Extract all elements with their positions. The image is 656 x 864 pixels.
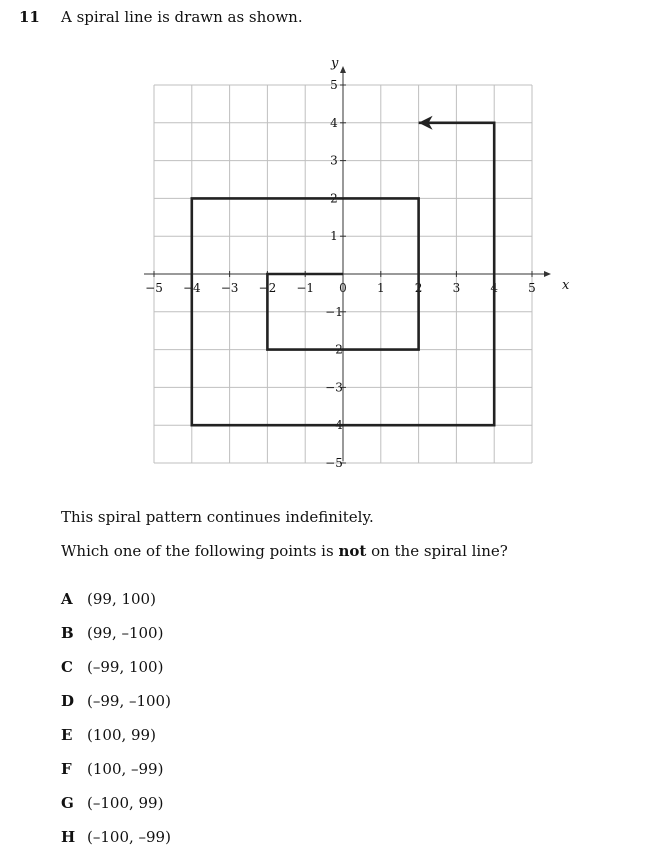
- x-tick-label: 1: [376, 281, 385, 295]
- x-tick-label: −5: [145, 281, 163, 295]
- ask-before: Which one of the following points is: [61, 542, 339, 560]
- x-tick-label: 2: [414, 281, 423, 295]
- option-text: (99, 100): [87, 590, 156, 608]
- y-axis-label: y: [331, 56, 339, 71]
- x-axis-label: x: [562, 278, 570, 293]
- y-tick-label: −1: [325, 304, 343, 319]
- option-letter: A: [61, 590, 73, 608]
- y-tick-label: 1: [330, 229, 338, 244]
- option-text: (100, 99): [87, 726, 156, 744]
- pattern-statement: This spiral pattern continues indefinitely.: [61, 508, 374, 526]
- x-axis-arrow: [544, 271, 551, 277]
- x-tick-label: 5: [528, 281, 536, 295]
- y-tick-label: 2: [330, 191, 338, 206]
- y-tick-label: −3: [325, 380, 343, 395]
- option-letter: D: [61, 692, 75, 710]
- ask-after: on the spiral line?: [366, 542, 508, 560]
- y-tick-label: −5: [325, 456, 343, 470]
- option-letter: F: [61, 760, 72, 778]
- option-c[interactable]: [61, 658, 163, 676]
- option-h[interactable]: [61, 828, 171, 846]
- question-number: 11: [19, 8, 40, 26]
- x-tick-label: 4: [490, 281, 499, 295]
- x-tick-label: −2: [258, 281, 277, 295]
- question-prompt: A spiral line is drawn as shown.: [61, 8, 303, 26]
- option-b[interactable]: [61, 624, 163, 642]
- option-text: (–99, –100): [87, 692, 171, 710]
- axes: [144, 66, 551, 463]
- y-tick-label: 3: [330, 153, 338, 168]
- option-text: (–99, 100): [87, 658, 164, 676]
- x-tick-label: −3: [220, 281, 239, 295]
- option-g[interactable]: [61, 794, 163, 812]
- option-letter: E: [61, 726, 73, 744]
- option-e[interactable]: [61, 726, 156, 744]
- option-a[interactable]: [61, 590, 156, 608]
- option-d[interactable]: [61, 692, 171, 710]
- x-tick-label: 0: [339, 281, 347, 295]
- x-tick-label: −4: [182, 281, 201, 295]
- option-letter: C: [61, 658, 73, 676]
- tick-labels: [145, 56, 570, 470]
- y-tick-label: 5: [330, 78, 338, 92]
- y-tick-label: −2: [325, 342, 343, 357]
- ask-bold: not: [338, 542, 367, 560]
- option-letter: B: [61, 624, 74, 642]
- option-text: (100, –99): [87, 760, 164, 778]
- y-tick-label: −4: [325, 418, 343, 433]
- question-ask: [61, 542, 508, 560]
- x-tick-label: 3: [452, 281, 461, 295]
- option-letter: H: [61, 828, 76, 846]
- option-letter: G: [61, 794, 74, 812]
- y-tick-label: 4: [330, 115, 338, 130]
- x-tick-label: −1: [296, 281, 315, 295]
- option-text: (99, –100): [87, 624, 164, 642]
- option-text: (–100, 99): [87, 794, 164, 812]
- y-axis-arrow: [340, 66, 346, 73]
- option-f[interactable]: [61, 760, 163, 778]
- option-text: (–100, –99): [87, 828, 171, 846]
